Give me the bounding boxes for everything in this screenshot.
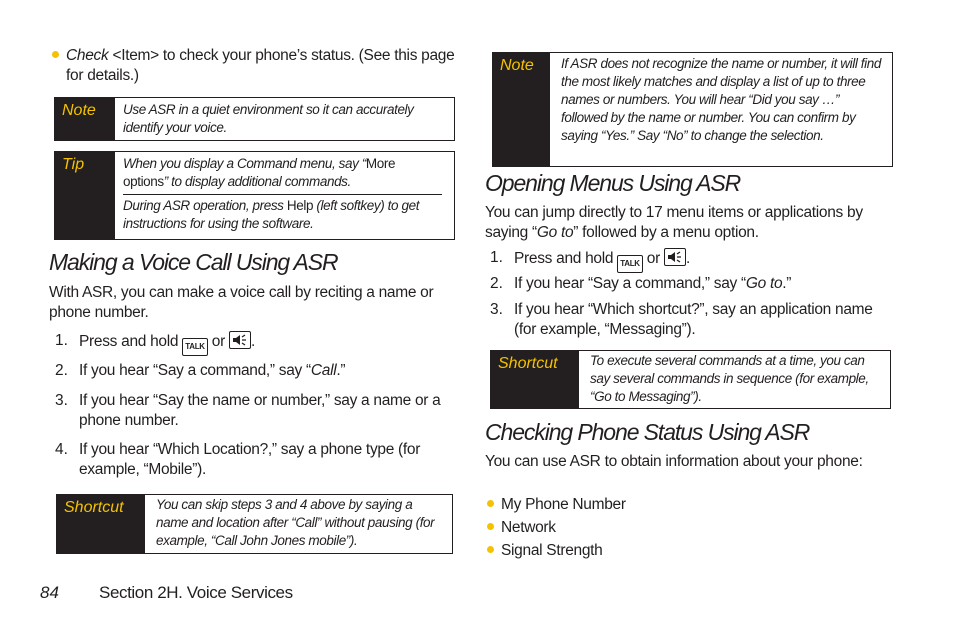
note-box: [54, 97, 455, 141]
tip-label-bg: Tip: [55, 152, 115, 239]
bullet-dot: [487, 546, 494, 553]
voice-call-intro: With ASR, you can make a voice call by reciting a name or phone number.: [49, 284, 434, 321]
step-text: Press and hold TALK or .: [79, 331, 457, 356]
shortcut-text: You can skip steps 3 and 4 above by saying a name and location after “Call” without pausing (for example, “Call John Jones mobile”).: [156, 497, 435, 548]
step-number: 1.: [490, 249, 503, 266]
status-item: Network: [501, 519, 556, 536]
talk-key-icon: TALK: [182, 338, 208, 356]
step-text: If you hear “Say a command,” say “Call.”: [79, 362, 346, 379]
step-number: 2.: [490, 275, 503, 292]
note-text: If ASR does not recognize the name or number, it will find the most likely matches and display a list of up to three names or numbers. You will hear “Did you say …” followed by the name or number. You can confirm by saying “Yes.” Say “No” to change the selection.: [561, 56, 881, 143]
step-text: If you hear “Which Location?,” say a phone type (for example, “Mobile”).: [79, 441, 421, 478]
note-text: Use ASR in a quiet environment so it can accurately identify your voice.: [123, 102, 414, 135]
note-box: [492, 52, 893, 167]
shortcut-label-bg: Shortcut: [491, 351, 579, 408]
talk-key-icon: TALK: [617, 255, 643, 273]
step-number: 3.: [55, 392, 68, 409]
section-title: Section 2H. Voice Services: [99, 583, 293, 602]
menus-intro: You can jump directly to 17 menu items or applications by saying “Go to” followed by a menu option.: [485, 204, 863, 241]
heading-menus: Opening Menus Using ASR: [485, 170, 741, 196]
tip-box: [54, 151, 455, 240]
step-number: 3.: [490, 301, 503, 318]
step-number: 2.: [55, 362, 68, 379]
step-text: If you hear “Say the name or number,” say a name or a phone number.: [79, 392, 441, 429]
shortcut-text: To execute several commands at a time, you can say several commands in sequence (for example, “Go to Messaging”).: [590, 353, 869, 404]
bullet-dot: [52, 51, 59, 58]
page-number: 84: [40, 583, 59, 602]
shortcut-box: [56, 494, 453, 554]
bullet-dot: [487, 523, 494, 530]
step-number: 1.: [55, 332, 68, 349]
note-label-bg: Note: [55, 98, 115, 140]
step-number: 4.: [55, 441, 68, 458]
speaker-key-icon: [664, 248, 686, 266]
tip-divider: [123, 194, 442, 195]
heading-status: Checking Phone Status Using ASR: [485, 419, 810, 445]
step-text: If you hear “Say a command,” say “Go to.”: [514, 275, 792, 292]
heading-voice-call: Making a Voice Call Using ASR: [49, 249, 338, 275]
tip-text-2: During ASR operation, press Help (left softkey) to get instructions for using the software.: [123, 198, 420, 231]
speaker-key-icon: [229, 331, 251, 349]
step-text: Press and hold TALK or .: [514, 248, 892, 273]
note-label-bg: Note: [493, 53, 550, 166]
shortcut-label-bg: Shortcut: [57, 495, 145, 553]
tip-text-1: When you display a Command menu, say “More options” to display additional commands.: [123, 156, 396, 189]
status-item: Signal Strength: [501, 542, 603, 559]
shortcut-box: [490, 350, 891, 409]
status-item: My Phone Number: [501, 496, 626, 513]
check-bullet-text: Check <Item> to check your phone’s status. (See this page for details.): [66, 47, 455, 84]
bullet-dot: [487, 500, 494, 507]
status-intro: You can use ASR to obtain information about your phone:: [485, 453, 863, 470]
step-text: If you hear “Which shortcut?”, say an application name (for example, “Messaging”).: [514, 301, 873, 338]
